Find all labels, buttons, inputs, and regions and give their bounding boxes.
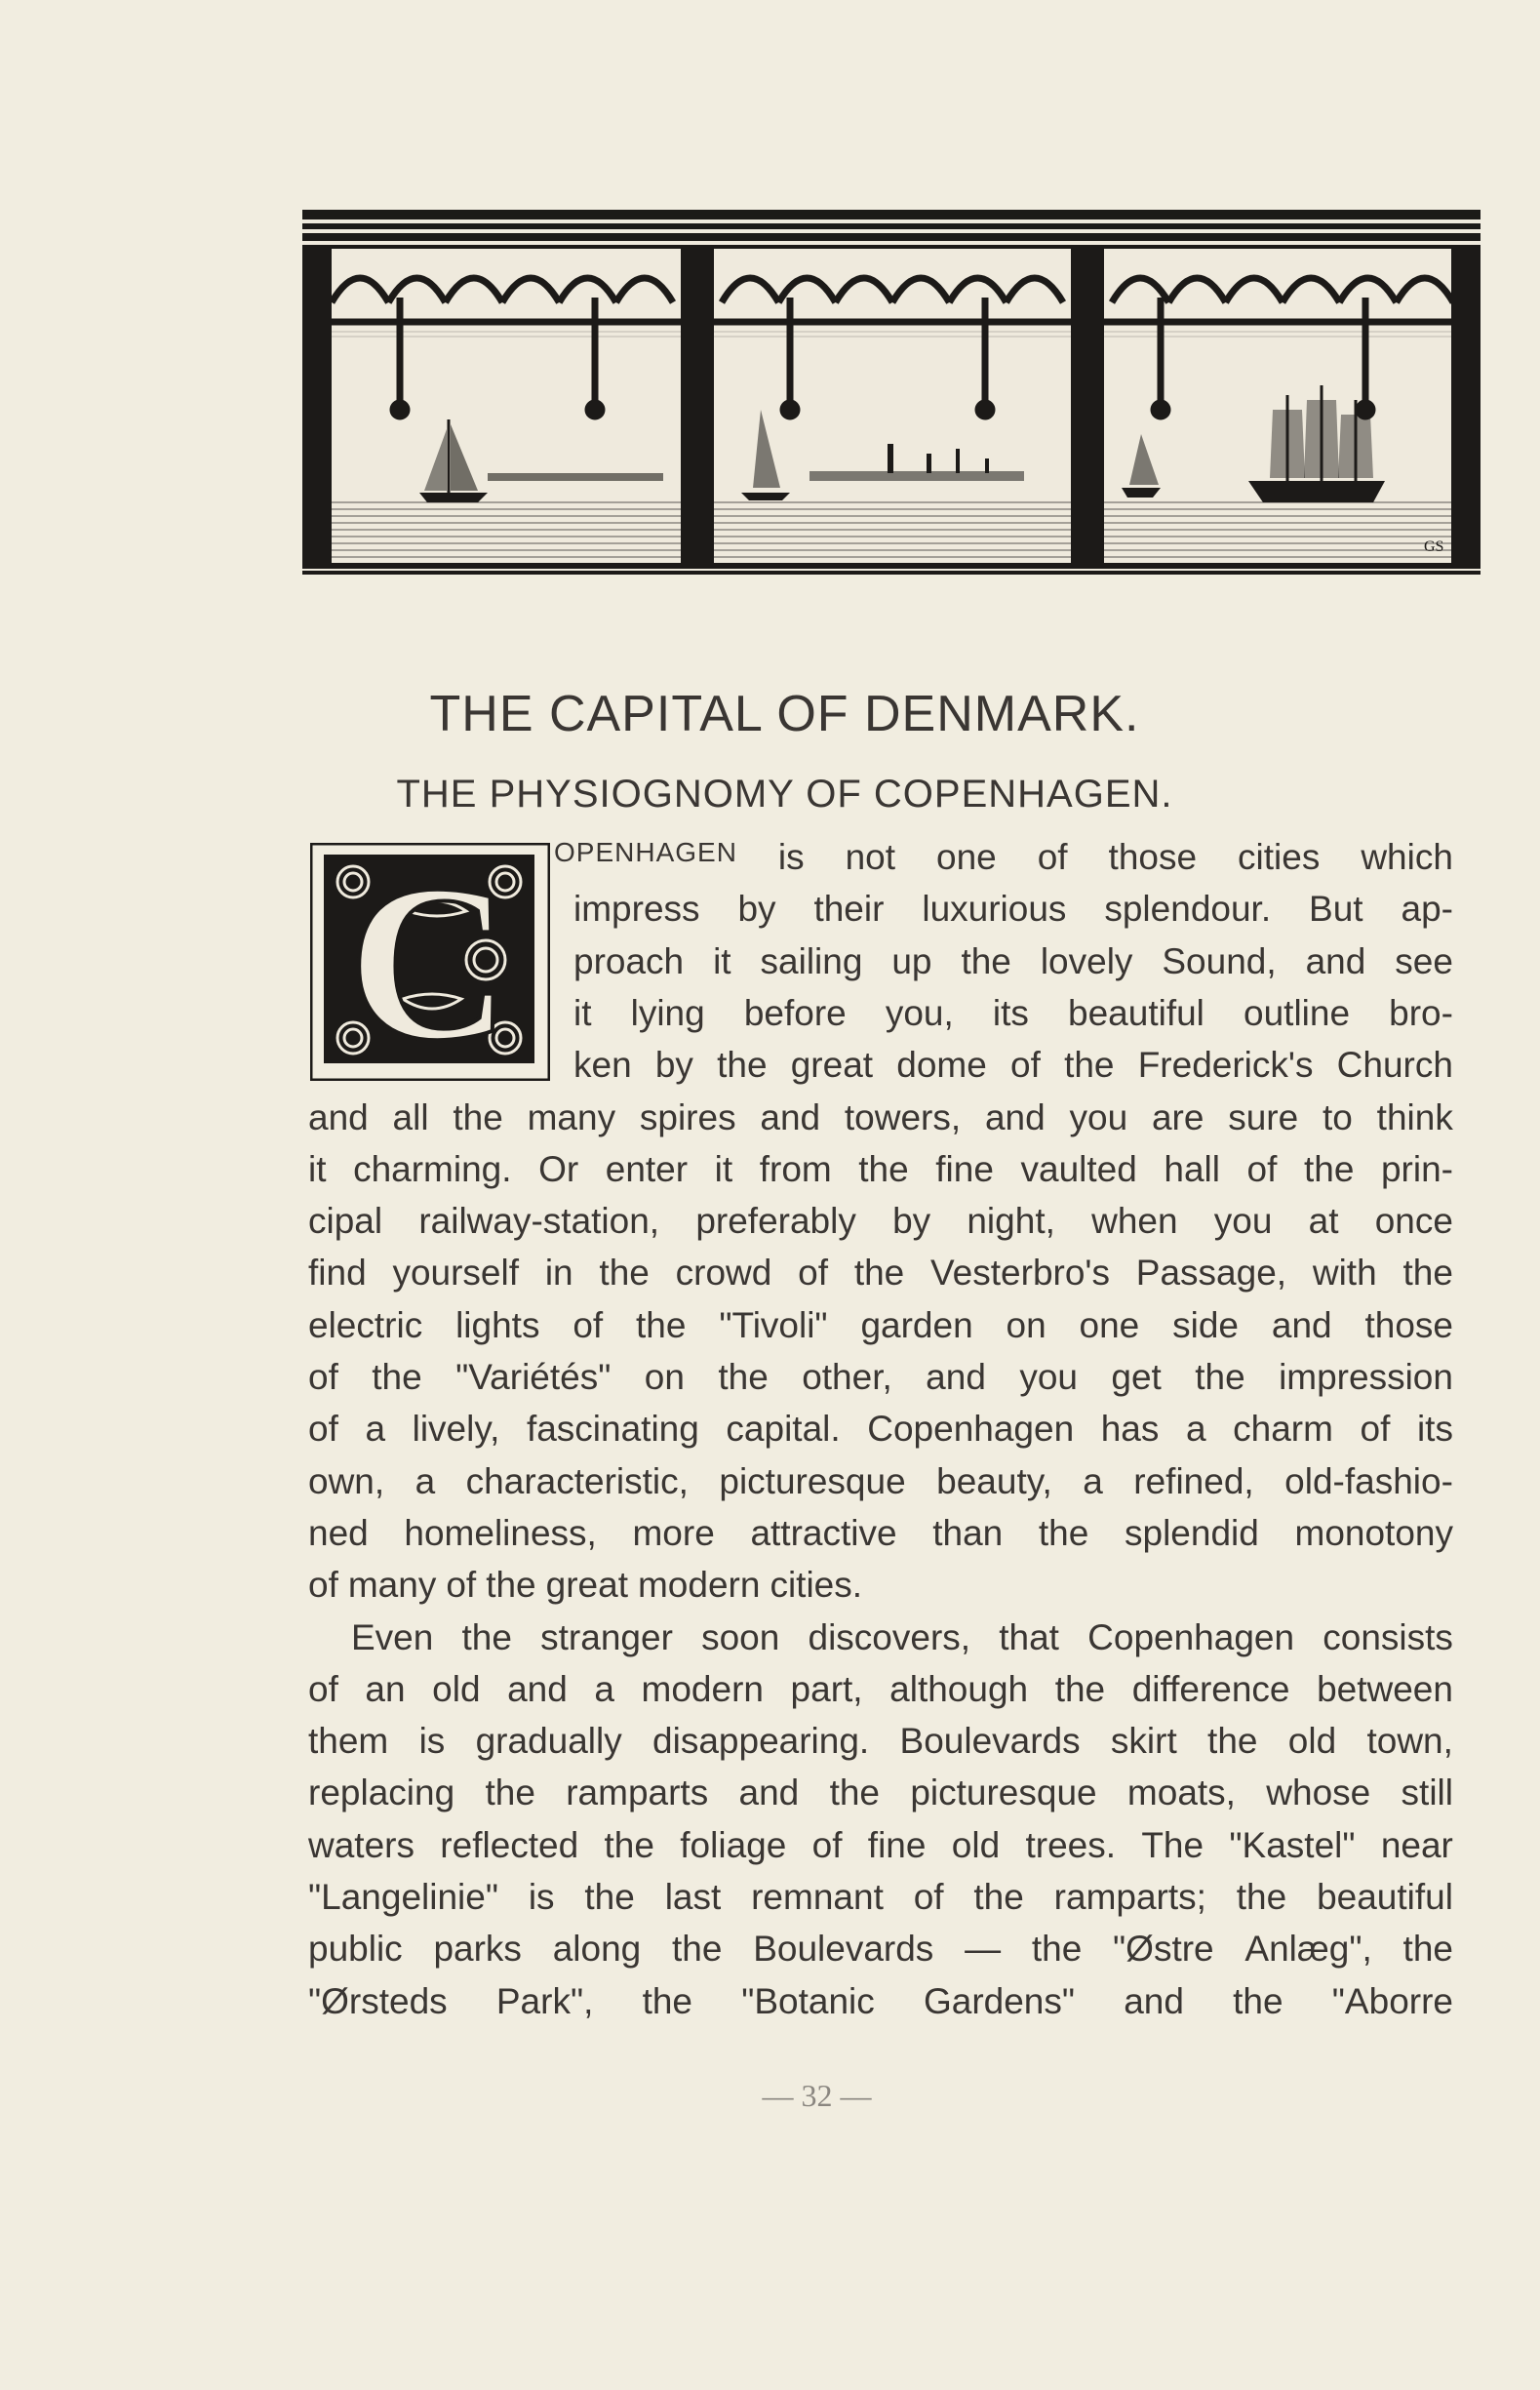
text-line: and all the many spires and towers, and you are sure to think bbox=[308, 1096, 1453, 1137]
small-caps-word: OPENHAGEN bbox=[554, 837, 737, 867]
text-line: ned homeliness, more attractive than the splendid monotony bbox=[308, 1512, 1453, 1553]
svg-text:GS: GS bbox=[1424, 538, 1444, 555]
text-line: of the "Variétés" on the other, and you get the impression bbox=[308, 1357, 1453, 1397]
text-line: it charming. Or enter it from the fine vaulted hall of the prin- bbox=[308, 1148, 1453, 1189]
text-line: replacing the ramparts and the picturesque moats, whose still bbox=[308, 1773, 1453, 1813]
section-subtitle: THE PHYSIOGNOMY OF COPENHAGEN. bbox=[396, 773, 1173, 816]
text-line: public parks along the Boulevards — the "Østre Anlæg", the bbox=[308, 1929, 1453, 1970]
text-line: "Ørsteds Park", the "Botanic Gardens" and the "Aborre bbox=[308, 1980, 1453, 2021]
decorated-initial-c bbox=[310, 843, 550, 1081]
svg-text:C: C bbox=[347, 843, 511, 1081]
text-line: proach it sailing up the lovely Sound, and see bbox=[573, 940, 1453, 981]
chapter-title: THE CAPITAL OF DENMARK. bbox=[429, 686, 1140, 742]
text-line: waters reflected the foliage of fine old trees. The "Kastel" near bbox=[308, 1824, 1453, 1865]
text-line: impress by their luxurious splendour. But ap- bbox=[573, 889, 1453, 930]
harbour-banner-illustration bbox=[302, 210, 1481, 575]
text-line: electric lights of the "Tivoli" garden on one side and those bbox=[308, 1304, 1453, 1345]
text-line: of many of the great modern cities. bbox=[308, 1565, 863, 1606]
text-line: own, a characteristic, picturesque beauty, a refined, old-fashio- bbox=[308, 1460, 1453, 1501]
text-line: of an old and a modern part, although the difference between bbox=[308, 1668, 1453, 1709]
text-line: of a lively, fascinating capital. Copenhagen has a charm of its bbox=[308, 1409, 1453, 1450]
text-line: find yourself in the crowd of the Vesterbro's Passage, with the bbox=[308, 1253, 1453, 1294]
text-line: Even the stranger soon discovers, that Copenhagen consists bbox=[351, 1616, 1453, 1657]
page-number: — 32 — bbox=[762, 2078, 872, 2113]
text-line: ken by the great dome of the Frederick's Church bbox=[573, 1045, 1453, 1086]
text-line: them is gradually disappearing. Boulevards skirt the old town, bbox=[308, 1721, 1453, 1762]
text-line: OPENHAGEN is not one of those cities which bbox=[554, 837, 1453, 877]
text-line: it lying before you, its beautiful outline bro- bbox=[573, 992, 1453, 1033]
text-line: cipal railway-station, preferably by night, when you at once bbox=[308, 1201, 1453, 1242]
text-line: "Langelinie" is the last remnant of the ramparts; the beautiful bbox=[308, 1877, 1453, 1917]
